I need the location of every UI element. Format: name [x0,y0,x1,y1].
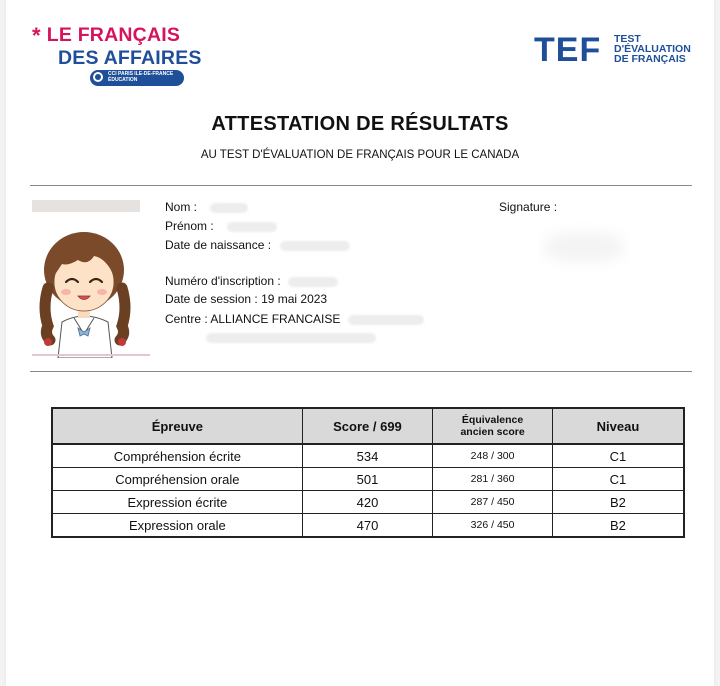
redacted-name-bar [32,200,140,212]
results-table [51,407,685,538]
session-label: Date de session : [165,292,258,306]
cell-score: 501 [302,468,433,491]
header-score: Score / 699 [302,408,433,444]
le-francais-des-affaires-logo [32,24,202,69]
signature-field [499,200,557,214]
signature-label: Signature : [499,200,558,214]
redacted-value [227,222,277,232]
prenom-label: Prénom : [165,219,214,233]
header-niveau: Niveau [552,408,684,444]
cci-circle-icon [93,72,103,82]
inscription-label: Numéro d'inscription : [165,274,281,288]
cci-badge-line-1: CCI PARIS ILE-DE-FRANCE [108,71,174,77]
redacted-value [348,315,424,325]
session-field [165,292,327,306]
cell-niveau: C1 [552,468,684,491]
header-equivalence: Équivalence ancien score [433,408,553,444]
table-row [52,444,684,468]
table-row [52,491,684,514]
candidate-photo [32,218,152,358]
redacted-value [210,203,248,213]
table-header-row [52,408,684,444]
asterisk-icon: * [32,23,41,48]
cell-score: 470 [302,514,433,538]
cell-niveau: B2 [552,514,684,538]
logo-line-1: LE FRANÇAIS [46,24,181,46]
cell-equivalence: 248 / 300 [433,444,553,468]
tef-logo-text [614,34,720,64]
table-row [52,468,684,491]
tef-logo-big: TEF [534,31,602,69]
inscription-field [165,274,338,288]
cell-equivalence: 326 / 450 [433,514,553,538]
photo-underline [32,354,150,356]
cell-epreuve: Compréhension écrite [52,444,302,468]
cci-badge [90,70,184,86]
prenom-field [165,219,277,233]
attestation-page [6,0,714,686]
nom-label: Nom : [165,200,198,214]
cell-niveau: B2 [552,491,684,514]
signature-redacted [544,232,624,262]
cell-score: 534 [302,444,433,468]
header-epreuve: Épreuve [52,408,302,444]
table-row [52,514,684,538]
cci-badge-line-2: ÉDUCATION [108,77,138,83]
tef-logo-line-3: DE FRANÇAIS [614,53,686,65]
cell-niveau: C1 [552,444,684,468]
cell-epreuve: Compréhension orale [52,468,302,491]
session-value: 19 mai 2023 [261,292,328,306]
centre-label: Centre : [165,312,208,326]
tef-logo-line-2: D'ÉVALUATION [614,43,691,55]
naissance-label: Date de naissance : [165,238,272,252]
top-divider [30,185,692,186]
cell-epreuve: Expression écrite [52,491,302,514]
cell-equivalence: 281 / 360 [433,468,553,491]
nom-field [165,200,248,214]
cell-epreuve: Expression orale [52,514,302,538]
tef-logo-line-1: TEST [614,33,641,45]
document-title: ATTESTATION DE RÉSULTATS [211,113,509,135]
logo-line-2: DES AFFAIRES [58,47,202,69]
document-subtitle: AU TEST D'ÉVALUATION DE FRANÇAIS POUR LE CANADA [200,149,520,161]
cell-score: 420 [302,491,433,514]
redacted-value [280,241,350,251]
centre-field [165,312,424,326]
cell-equivalence: 287 / 450 [433,491,553,514]
centre-address-redacted [206,330,376,344]
naissance-field [165,238,350,252]
centre-value: ALLIANCE FRANCAISE [210,312,341,326]
bottom-divider [30,371,692,372]
redacted-value [288,277,338,287]
